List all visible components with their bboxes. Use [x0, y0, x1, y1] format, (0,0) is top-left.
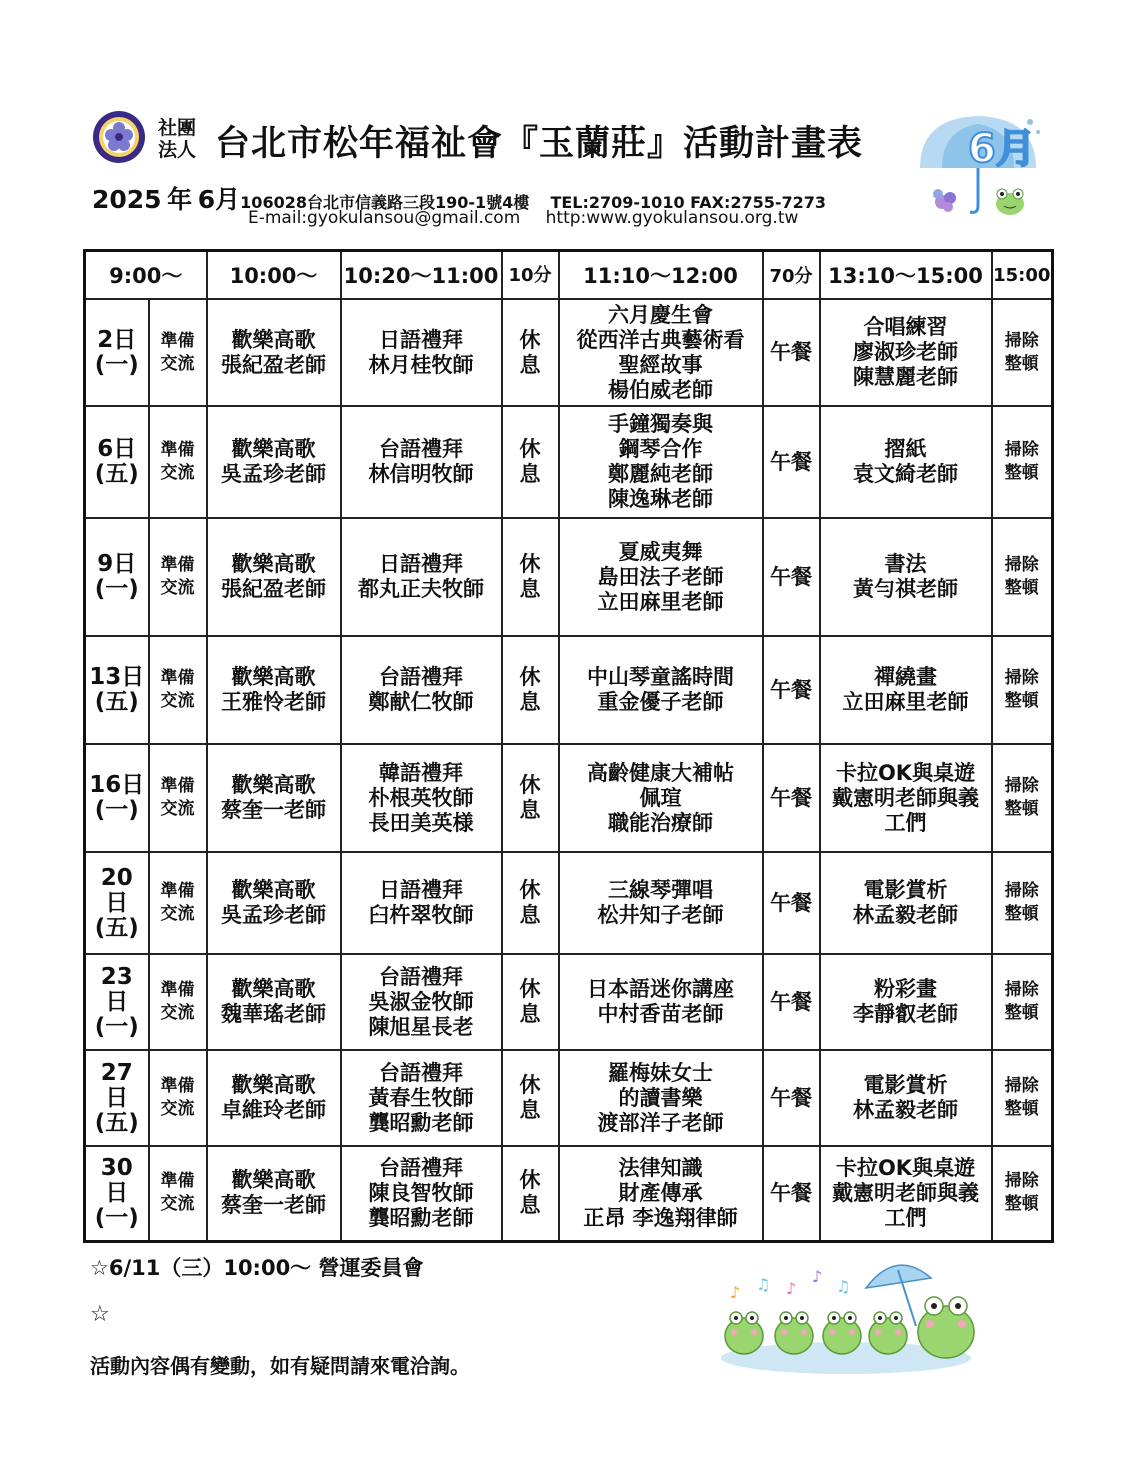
worship-cell-line: 台語禮拜	[379, 665, 464, 689]
rest-cell-line: 休	[519, 552, 541, 576]
worship-cell	[341, 1146, 502, 1241]
day-cell-line: 6日	[97, 436, 137, 462]
afternoon-cell-line: 卡拉OK與桌遊	[835, 1155, 976, 1180]
activity-cell-line: 的讀書樂	[618, 1085, 703, 1110]
activity-cell-line: 法律知識	[618, 1155, 703, 1180]
prep-cell	[149, 518, 207, 636]
singing-cell	[207, 852, 341, 954]
clean-cell-line: 整頓	[1004, 1099, 1039, 1119]
activity-cell-line: 松井知子老師	[597, 903, 724, 927]
svg-text:♫: ♫	[756, 1275, 771, 1294]
lunch-cell: 午餐	[763, 1050, 820, 1146]
afternoon-cell	[820, 744, 992, 852]
singing-cell-line: 張紀盈老師	[221, 352, 327, 377]
prep-cell-line: 準備	[160, 1076, 195, 1096]
activity-cell-line: 從西洋古典藝術看	[576, 327, 745, 352]
prep-cell-line: 交流	[160, 463, 195, 483]
afternoon-cell-line: 陳慧麗老師	[853, 365, 959, 389]
singing-cell-line: 蔡奎一老師	[221, 1193, 327, 1218]
day-cell-line: 30	[100, 1154, 133, 1181]
prep-cell	[149, 1146, 207, 1241]
day-cell-line: 日	[105, 1084, 129, 1111]
afternoon-cell	[820, 954, 992, 1050]
afternoon-cell-line: 工們	[884, 810, 927, 835]
afternoon-cell	[820, 852, 992, 954]
rest-cell	[502, 406, 559, 518]
afternoon-cell-line: 袁文綺老師	[853, 462, 959, 486]
rest-cell-line: 息	[519, 577, 541, 601]
year-unit: 年	[167, 185, 193, 214]
afternoon-cell-line: 卡拉OK與桌遊	[835, 760, 976, 785]
activity-cell-line: 島田法子老師	[597, 564, 724, 589]
prep-cell-line: 交流	[160, 1194, 195, 1215]
activity-cell-line: 楊伯威老師	[608, 377, 714, 402]
activity-cell-line: 正昂 李逸翔律師	[583, 1205, 738, 1230]
clean-cell-line: 掃除	[1004, 776, 1039, 796]
prep-cell-line: 準備	[160, 555, 195, 575]
org-type-line: 法人	[158, 139, 197, 161]
worship-cell-line: 林信明牧師	[368, 462, 474, 486]
schedule-table	[83, 249, 1054, 1243]
rest-cell	[502, 518, 559, 636]
day-cell-line: (五)	[94, 914, 139, 941]
table-row	[85, 636, 1053, 744]
clean-cell-line: 整頓	[1004, 1003, 1039, 1023]
worship-cell-line: 林月桂牧師	[368, 352, 474, 377]
prep-cell-line: 準備	[160, 668, 195, 688]
day-cell	[85, 299, 149, 406]
prep-cell-line: 交流	[160, 691, 195, 711]
rest-cell-line: 休	[519, 977, 541, 1001]
day-cell-line: (一)	[94, 1204, 139, 1231]
june-umbrella-frog-icon	[912, 110, 1044, 220]
singing-cell	[207, 744, 341, 852]
table-row	[85, 1050, 1053, 1146]
badge-month-text: 6月	[968, 126, 1036, 172]
clean-cell	[992, 744, 1053, 852]
clean-cell	[992, 518, 1053, 636]
lunch-cell: 午餐	[763, 636, 820, 744]
worship-cell	[341, 636, 502, 744]
prep-cell-line: 交流	[160, 353, 195, 374]
afternoon-cell-line: 電影賞析	[863, 1073, 948, 1097]
prep-cell-line: 準備	[160, 980, 195, 1000]
day-cell-line: (一)	[94, 797, 139, 823]
table-row	[85, 299, 1053, 406]
website: http:www.gyokulansou.org.tw	[545, 208, 799, 228]
activity-cell-line: 佩瑄	[639, 785, 682, 810]
activity-cell-line: 聖經故事	[618, 352, 703, 377]
afternoon-cell	[820, 299, 992, 406]
afternoon-cell	[820, 636, 992, 744]
clean-cell	[992, 636, 1053, 744]
lunch-cell: 午餐	[763, 852, 820, 954]
clean-cell-line: 整頓	[1004, 578, 1039, 598]
column-header: 10分	[502, 251, 559, 300]
singing-cell-line: 歡樂高歌	[231, 1168, 316, 1193]
email: E-mail:gyokulansou@gmail.com	[248, 208, 521, 228]
worship-cell-line: 鄭献仁牧師	[368, 690, 474, 714]
afternoon-cell-line: 廖淑珍老師	[853, 340, 959, 364]
singing-cell-line: 歡樂高歌	[231, 665, 316, 689]
worship-cell-line: 龔昭勳老師	[368, 1110, 474, 1135]
worship-cell-line: 長田美英様	[368, 810, 474, 835]
rest-cell-line: 休	[519, 878, 541, 902]
afternoon-cell-line: 立田麻里老師	[842, 690, 969, 714]
phone-fax: TEL:2709-1010 FAX:2755-7273	[550, 193, 827, 212]
table-row	[85, 954, 1053, 1050]
rest-cell	[502, 1050, 559, 1146]
clean-cell-line: 掃除	[1004, 440, 1039, 460]
activity-cell-line: 職能治療師	[608, 810, 714, 835]
prep-cell	[149, 852, 207, 954]
column-header: 13:10～15:00	[820, 251, 992, 300]
clean-cell-line: 掃除	[1004, 1076, 1039, 1096]
clean-cell	[992, 1050, 1053, 1146]
clean-cell-line: 掃除	[1004, 1171, 1039, 1192]
activity-cell-line: 羅梅妹女士	[608, 1060, 714, 1085]
column-header: 9:00～	[85, 251, 207, 300]
activity-cell	[559, 518, 763, 636]
clean-cell-line: 整頓	[1004, 799, 1039, 819]
worship-cell-line: 龔昭勳老師	[368, 1205, 474, 1230]
contact-line	[248, 208, 818, 228]
org-type	[158, 117, 196, 161]
svg-text:♪: ♪	[812, 1267, 823, 1286]
worship-cell	[341, 518, 502, 636]
clean-cell-line: 整頓	[1004, 1194, 1039, 1215]
afternoon-cell-line: 禪繞畫	[874, 665, 938, 689]
prep-cell-line: 準備	[160, 330, 195, 351]
activity-cell-line: 夏威夷舞	[618, 539, 703, 564]
prep-cell-line: 交流	[160, 578, 195, 598]
meeting-note: ☆6/11（三）10:00～ 營運委員會	[90, 1256, 424, 1280]
worship-cell-line: 臼杵翠牧師	[368, 903, 474, 927]
activity-cell-line: 鄭麗純老師	[608, 462, 714, 486]
rest-cell	[502, 636, 559, 744]
prep-cell-line: 準備	[160, 1171, 195, 1192]
afternoon-cell-line: 戴憲明老師與義	[832, 1180, 980, 1205]
activity-cell	[559, 852, 763, 954]
prep-cell	[149, 299, 207, 406]
worship-cell-line: 吳淑金牧師	[368, 989, 474, 1014]
schedule-body	[85, 299, 1053, 1241]
activity-cell	[559, 299, 763, 406]
clean-cell	[992, 406, 1053, 518]
day-cell	[85, 1146, 149, 1241]
prep-cell	[149, 954, 207, 1050]
activity-cell-line: 財產傳承	[618, 1180, 703, 1205]
day-cell-line: 27	[100, 1059, 133, 1086]
organization-logo	[92, 110, 146, 164]
afternoon-cell-line: 林孟毅老師	[853, 903, 959, 927]
lunch-cell: 午餐	[763, 406, 820, 518]
disclaimer-note: 活動內容偶有變動，如有疑問請來電洽詢。	[90, 1354, 470, 1378]
afternoon-cell-line: 書法	[884, 552, 927, 576]
worship-cell	[341, 1050, 502, 1146]
afternoon-cell-line: 工們	[884, 1205, 927, 1230]
singing-cell-line: 歡樂高歌	[231, 437, 316, 461]
worship-cell	[341, 406, 502, 518]
day-cell-line: 9日	[97, 551, 137, 577]
activity-cell	[559, 954, 763, 1050]
rest-cell-line: 息	[519, 1002, 541, 1026]
day-cell-line: 2日	[97, 326, 137, 353]
clean-cell-line: 掃除	[1004, 555, 1039, 575]
svg-text:♫: ♫	[836, 1277, 851, 1296]
activity-cell-line: 鋼琴合作	[618, 437, 703, 461]
activity-cell	[559, 1050, 763, 1146]
worship-cell-line: 日語禮拜	[379, 327, 464, 352]
rest-cell	[502, 744, 559, 852]
prep-cell	[149, 1050, 207, 1146]
activity-cell-line: 中村香苗老師	[597, 1002, 724, 1026]
clean-cell-line: 整頓	[1004, 904, 1039, 924]
worship-cell	[341, 954, 502, 1050]
day-cell	[85, 406, 149, 518]
lunch-cell: 午餐	[763, 744, 820, 852]
singing-cell-line: 王雅怜老師	[221, 690, 327, 714]
singing-cell	[207, 636, 341, 744]
rest-cell	[502, 299, 559, 406]
column-header: 10:20～11:00	[341, 251, 502, 300]
singing-cell-line: 歡樂高歌	[231, 1073, 316, 1097]
table-row	[85, 744, 1053, 852]
afternoon-cell-line: 電影賞析	[863, 878, 948, 902]
singing-cell-line: 魏華瑤老師	[221, 1002, 327, 1026]
activity-cell	[559, 406, 763, 518]
worship-cell	[341, 744, 502, 852]
worship-cell	[341, 299, 502, 406]
rest-cell-line: 休	[519, 665, 541, 689]
singing-cell-line: 蔡奎一老師	[221, 798, 327, 822]
singing-cell-line: 歡樂高歌	[231, 552, 316, 576]
prep-cell-line: 準備	[160, 440, 195, 460]
svg-text:♪: ♪	[786, 1279, 797, 1298]
column-header: 11:10～12:00	[559, 251, 763, 300]
clean-cell-line: 整頓	[1004, 691, 1039, 711]
day-cell-line: (五)	[94, 1109, 139, 1136]
table-header-row	[85, 251, 1053, 300]
clean-cell	[992, 954, 1053, 1050]
singing-cell	[207, 406, 341, 518]
rest-cell-line: 息	[519, 1098, 541, 1122]
day-cell	[85, 744, 149, 852]
singing-cell-line: 張紀盈老師	[221, 577, 327, 601]
singing-cell-line: 歡樂高歌	[231, 773, 316, 797]
afternoon-cell-line: 林孟毅老師	[853, 1098, 959, 1122]
prep-cell-line: 交流	[160, 1003, 195, 1023]
afternoon-cell-line: 摺紙	[884, 437, 927, 461]
day-cell-line: (一)	[94, 351, 139, 378]
afternoon-cell	[820, 1146, 992, 1241]
singing-cell-line: 卓維玲老師	[221, 1098, 327, 1122]
rest-cell-line: 息	[519, 798, 541, 822]
afternoon-cell	[820, 406, 992, 518]
lunch-cell: 午餐	[763, 518, 820, 636]
day-cell-line: 23	[100, 963, 133, 990]
clean-cell-line: 掃除	[1004, 980, 1039, 1000]
day-cell-line: 13日	[89, 664, 145, 690]
rest-cell	[502, 954, 559, 1050]
worship-cell-line: 台語禮拜	[379, 1060, 464, 1085]
singing-cell-line: 歡樂高歌	[231, 327, 316, 352]
activity-cell-line: 日本語迷你講座	[587, 977, 735, 1001]
afternoon-cell-line: 戴憲明老師與義	[832, 785, 980, 810]
day-cell-line: 20	[100, 864, 133, 891]
rest-cell-line: 息	[519, 690, 541, 714]
rest-cell-line: 休	[519, 773, 541, 797]
worship-cell-line: 韓語禮拜	[379, 760, 464, 785]
rest-cell-line: 休	[519, 1073, 541, 1097]
day-cell	[85, 852, 149, 954]
prep-cell	[149, 636, 207, 744]
prep-cell	[149, 744, 207, 852]
rest-cell	[502, 1146, 559, 1241]
afternoon-cell	[820, 1050, 992, 1146]
activity-cell-line: 陳逸琳老師	[608, 487, 714, 511]
rest-cell	[502, 852, 559, 954]
rest-cell-line: 息	[519, 462, 541, 486]
singing-cell	[207, 1146, 341, 1241]
clean-cell-line: 整頓	[1004, 463, 1039, 483]
day-cell	[85, 954, 149, 1050]
activity-cell	[559, 744, 763, 852]
day-cell	[85, 636, 149, 744]
clean-cell-line: 掃除	[1004, 668, 1039, 688]
worship-cell-line: 台語禮拜	[379, 1155, 464, 1180]
clean-cell-line: 掃除	[1004, 330, 1039, 351]
rest-cell-line: 息	[519, 903, 541, 927]
clean-cell	[992, 299, 1053, 406]
rest-cell-line: 休	[519, 327, 541, 352]
day-cell-line: 日	[105, 1179, 129, 1206]
day-cell	[85, 518, 149, 636]
worship-cell-line: 日語禮拜	[379, 552, 464, 576]
day-cell-line: 日	[105, 889, 129, 916]
activity-cell-line: 高齡健康大補帖	[587, 760, 735, 785]
month: 6月	[197, 185, 241, 214]
worship-cell-line: 黃春生牧師	[368, 1085, 474, 1110]
year: 2025	[92, 185, 162, 214]
worship-cell-line: 日語禮拜	[379, 878, 464, 902]
svg-text:♪: ♪	[730, 1283, 741, 1302]
singing-cell-line: 吳孟珍老師	[221, 462, 327, 486]
day-cell-line: (一)	[94, 1013, 139, 1040]
lunch-cell: 午餐	[763, 1146, 820, 1241]
prep-cell-line: 交流	[160, 904, 195, 924]
singing-cell-line: 歡樂高歌	[231, 878, 316, 902]
day-cell-line: 16日	[89, 772, 145, 798]
singing-cell	[207, 1050, 341, 1146]
worship-cell-line: 都丸正夫牧師	[358, 577, 485, 601]
activity-cell-line: 六月慶生會	[608, 302, 714, 327]
rest-cell-line: 休	[519, 1168, 541, 1193]
star-note: ☆	[90, 1302, 110, 1327]
afternoon-cell-line: 粉彩畫	[874, 977, 938, 1001]
prep-cell-line: 交流	[160, 1099, 195, 1119]
table-row	[85, 406, 1053, 518]
table-row	[85, 518, 1053, 636]
prep-cell-line: 準備	[160, 881, 195, 901]
lunch-cell: 午餐	[763, 299, 820, 406]
singing-cell	[207, 518, 341, 636]
rest-cell-line: 息	[519, 352, 541, 377]
activity-cell-line: 手鐘獨奏與	[608, 412, 714, 436]
afternoon-cell-line: 黃勻祺老師	[853, 577, 959, 601]
clean-cell-line: 掃除	[1004, 881, 1039, 901]
prep-cell	[149, 406, 207, 518]
column-header: 15:00	[992, 251, 1053, 300]
afternoon-cell-line: 合唱練習	[863, 315, 948, 339]
day-cell-line: (五)	[94, 461, 139, 487]
day-cell-line: 日	[105, 988, 129, 1015]
rest-cell-line: 息	[519, 1193, 541, 1218]
page-title: 台北市松年福祉會『玉蘭莊』活動計畫表	[215, 124, 864, 164]
activity-cell-line: 渡部洋子老師	[597, 1110, 724, 1135]
frogs-illustration-icon	[716, 1248, 986, 1376]
afternoon-cell	[820, 518, 992, 636]
prep-cell-line: 準備	[160, 776, 195, 796]
activity-cell-line: 三線琴彈唱	[608, 878, 714, 902]
activity-cell	[559, 636, 763, 744]
day-cell-line: (五)	[94, 689, 139, 715]
worship-cell-line: 台語禮拜	[379, 437, 464, 461]
day-cell	[85, 1050, 149, 1146]
day-cell-line: (一)	[94, 576, 139, 602]
prep-cell-line: 交流	[160, 799, 195, 819]
singing-cell	[207, 299, 341, 406]
activity-cell-line: 立田麻里老師	[597, 589, 724, 614]
worship-cell-line: 台語禮拜	[379, 964, 464, 989]
worship-cell-line: 朴根英牧師	[368, 785, 474, 810]
singing-cell-line: 吳孟珍老師	[221, 903, 327, 927]
worship-cell	[341, 852, 502, 954]
column-header: 70分	[763, 251, 820, 300]
worship-cell-line: 陳旭星長老	[368, 1014, 474, 1039]
singing-cell-line: 歡樂高歌	[231, 977, 316, 1001]
lunch-cell: 午餐	[763, 954, 820, 1050]
activity-cell	[559, 1146, 763, 1241]
afternoon-cell-line: 李靜叡老師	[853, 1002, 959, 1026]
clean-cell	[992, 852, 1053, 954]
worship-cell-line: 陳良智牧師	[368, 1180, 474, 1205]
address: 106028台北市信義路三段190-1號4樓	[240, 193, 530, 212]
table-row	[85, 1146, 1053, 1241]
activity-cell-line: 重金優子老師	[597, 690, 724, 714]
table-row	[85, 852, 1053, 954]
column-header: 10:00～	[207, 251, 341, 300]
clean-cell	[992, 1146, 1053, 1241]
activity-cell-line: 中山琴童謠時間	[587, 665, 735, 689]
rest-cell-line: 休	[519, 437, 541, 461]
org-type-line: 社團	[158, 117, 197, 139]
singing-cell	[207, 954, 341, 1050]
clean-cell-line: 整頓	[1004, 353, 1039, 374]
